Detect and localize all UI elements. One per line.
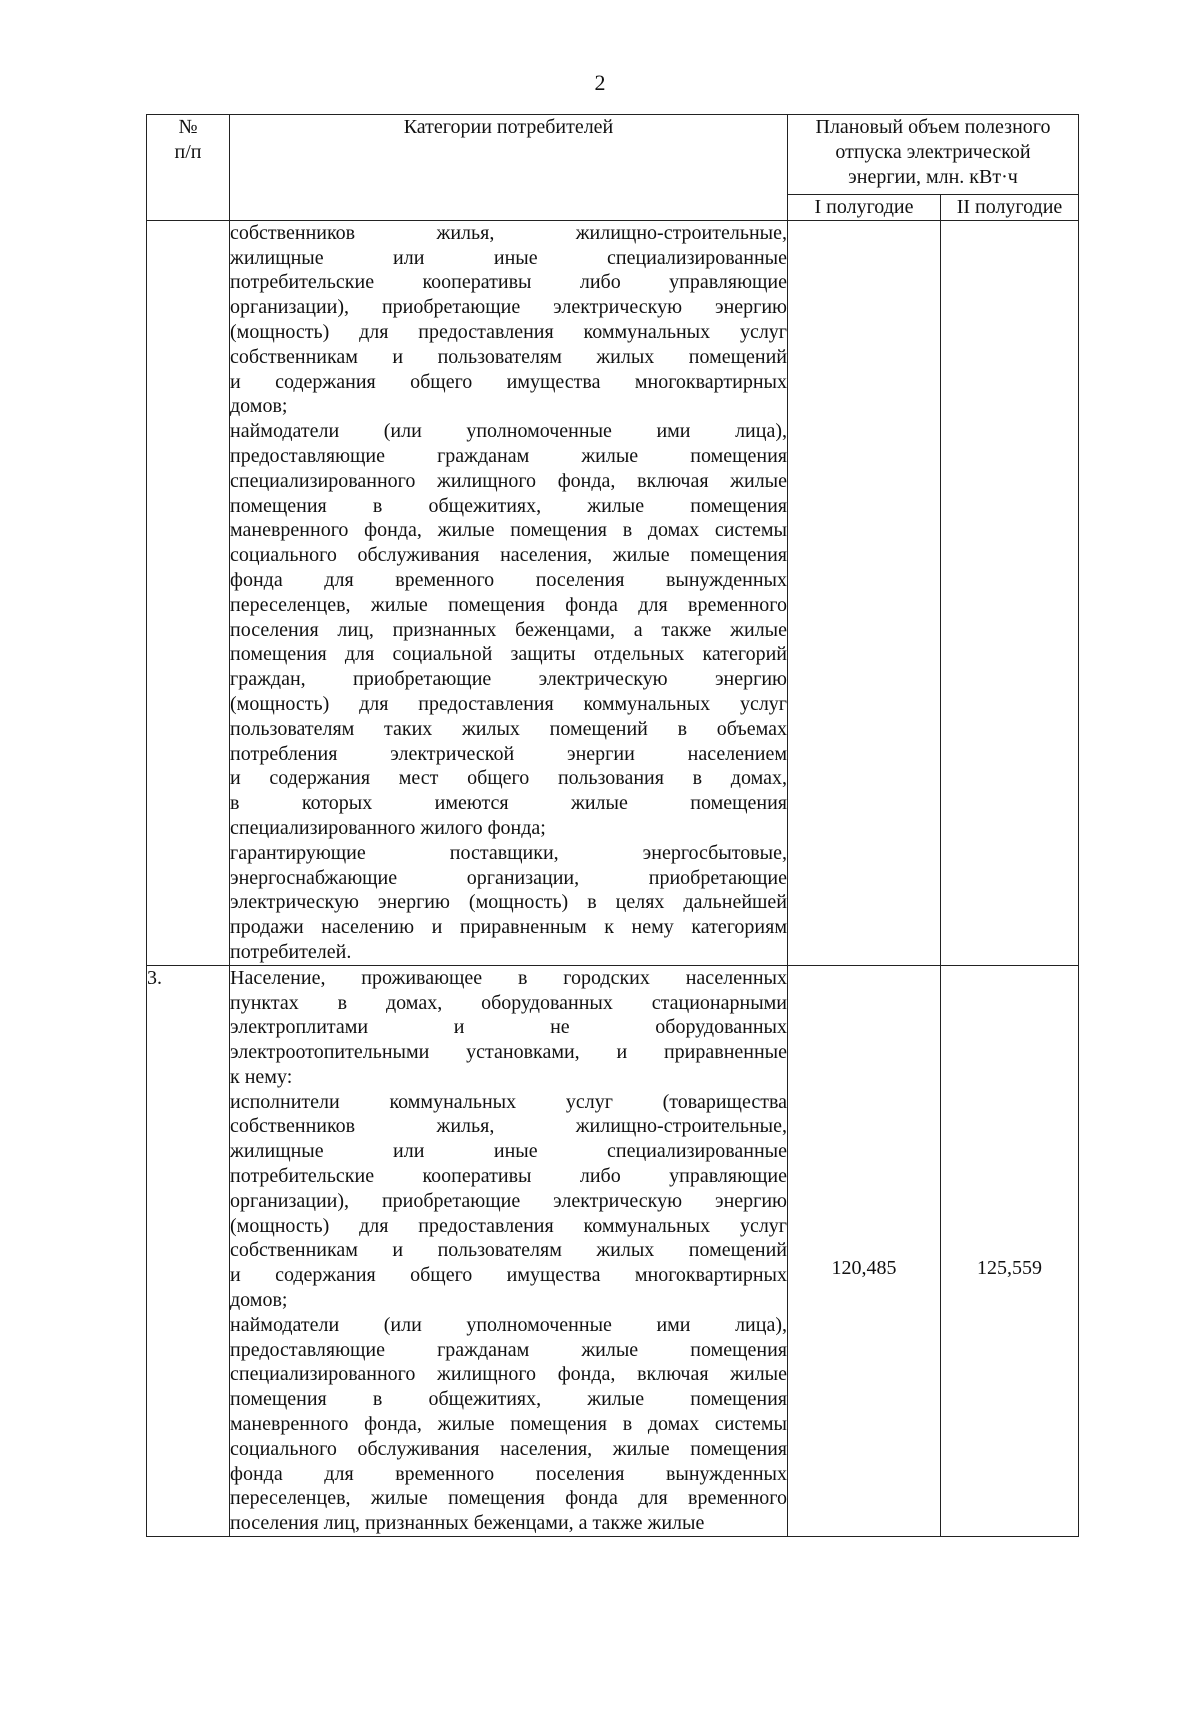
header-volume — [788, 115, 1079, 195]
category-text-line: специализированного жилищного фонда, включая жилые — [230, 1363, 787, 1386]
category-text-line: потребления электрической энергии населением — [230, 742, 787, 765]
header-volume-line: отпуска электрической — [835, 140, 1031, 163]
category-text-line: предоставляющие гражданам жилые помещения — [230, 444, 787, 467]
table-row — [147, 220, 1079, 965]
category-text-line: социального обслуживания населения, жилые помещения — [230, 544, 787, 567]
row-category — [230, 220, 788, 965]
category-text-line: маневренного фонда, жилые помещения в домах системы — [230, 519, 787, 542]
category-text-line: (мощность) для предоставления коммунальных услуг — [230, 692, 787, 715]
category-text-line: потребительские кооперативы либо управляющие — [230, 1165, 787, 1188]
category-text-line: к нему: — [230, 1065, 293, 1088]
header-number — [147, 115, 230, 221]
first-half-value-text: 120,485 — [831, 1256, 897, 1279]
category-text-line: предоставляющие гражданам жилые помещения — [230, 1338, 787, 1361]
category-text-line: специализированного жилого фонда; — [230, 816, 546, 839]
category-text-line: потребительские кооперативы либо управляющие — [230, 271, 787, 294]
header-volume-line: энергии, млн. кВт·ч — [848, 165, 1018, 188]
category-text-line: собственникам и пользователям жилых помещений — [230, 1239, 787, 1262]
header-category: Категории потребителей — [230, 115, 788, 221]
category-text-line: пользователям таких жилых помещений в объемах — [230, 717, 787, 740]
category-text-line: электроплитами и не оборудованных — [230, 1016, 787, 1039]
header-second-half: II полугодие — [941, 195, 1079, 221]
category-text-line: пунктах в домах, оборудованных стационарными — [230, 991, 787, 1014]
category-text-line: и содержания общего имущества многоквартирных — [230, 370, 787, 393]
category-text-line: и содержания мест общего пользования в домах, — [230, 767, 787, 790]
header-volume-line: Плановый объем полезного — [815, 116, 1051, 138]
category-text-line: организации), приобретающие электрическую энергию — [230, 1189, 787, 1212]
category-text-line: Население, проживающее в городских населенных — [230, 966, 787, 989]
category-text-line: фонда для временного поселения вынужденных — [230, 568, 787, 591]
category-text-line: исполнители коммунальных услуг (товарищества — [230, 1090, 787, 1113]
category-text-line: в которых имеются жилые помещения — [230, 792, 787, 815]
category-text-line: поселения лиц, признанных беженцами, а также жилые — [230, 1512, 705, 1535]
category-text-line: жилищные или иные специализированные — [230, 1140, 787, 1163]
category-text-line: организации), приобретающие электрическую энергию — [230, 296, 787, 319]
category-text-line: гарантирующие поставщики, энергосбытовые, — [230, 841, 787, 864]
category-text-line: электрическую энергию (мощность) в целях дальнейшей — [230, 891, 787, 914]
consumption-table — [146, 114, 1079, 1537]
category-text-line: жилищные или иные специализированные — [230, 246, 787, 269]
category-text-line: наймодатели (или уполномоченные ими лица), — [230, 420, 787, 443]
second-half-value-text: 125,559 — [977, 1256, 1042, 1279]
category-text-line: граждан, приобретающие электрическую энергию — [230, 668, 787, 691]
header-number-abbr: п/п — [174, 140, 202, 163]
page-number: 2 — [594, 70, 606, 95]
category-text-line: помещения в общежитиях, жилые помещения — [230, 494, 787, 517]
table-row — [147, 965, 1079, 1536]
category-text-line: фонда для временного поселения вынужденных — [230, 1462, 787, 1485]
category-text-line: переселенцев, жилые помещения фонда для временного — [230, 1487, 787, 1510]
category-text-line: помещения для социальной защиты отдельных категорий — [230, 643, 787, 666]
row-number — [147, 220, 230, 965]
category-text-line: электроотопительными установками, и приравненные — [230, 1041, 787, 1064]
first-half-value — [788, 220, 941, 965]
category-text-line: маневренного фонда, жилые помещения в домах системы — [230, 1413, 787, 1436]
category-text-line: собственников жилья, жилищно-строительные, — [230, 1115, 787, 1138]
second-half-value — [941, 965, 1079, 1536]
category-text-line: и содержания общего имущества многоквартирных — [230, 1264, 787, 1287]
category-text-line: помещения в общежитиях, жилые помещения — [230, 1388, 787, 1411]
second-half-value — [941, 220, 1079, 965]
category-text-line: потребителей. — [230, 940, 352, 963]
category-text-line: домов; — [230, 395, 288, 418]
category-text-line: переселенцев, жилые помещения фонда для временного — [230, 593, 787, 616]
category-text-line: (мощность) для предоставления коммунальных услуг — [230, 320, 787, 343]
category-text-line: наймодатели (или уполномоченные ими лица), — [230, 1313, 787, 1336]
row-category — [230, 965, 788, 1536]
category-text-line: социального обслуживания населения, жилые помещения — [230, 1437, 787, 1460]
header-number-symbol: № — [178, 116, 198, 138]
header-first-half: I полугодие — [788, 195, 941, 221]
category-text-line: собственников жилья, жилищно-строительные, — [230, 221, 787, 244]
category-text-line: поселения лиц, признанных беженцами, а также жилые — [230, 618, 787, 641]
category-text-line: энергоснабжающие организации, приобретающие — [230, 866, 787, 889]
category-text-line: домов; — [230, 1289, 288, 1312]
category-text-line: собственникам и пользователям жилых помещений — [230, 345, 787, 368]
category-text-line: (мощность) для предоставления коммунальных услуг — [230, 1214, 787, 1237]
row-number: 3. — [147, 965, 230, 1536]
category-text-line: специализированного жилищного фонда, включая жилые — [230, 469, 787, 492]
first-half-value — [788, 965, 941, 1536]
category-text-line: продажи населению и приравненным к нему категориям — [230, 916, 787, 939]
